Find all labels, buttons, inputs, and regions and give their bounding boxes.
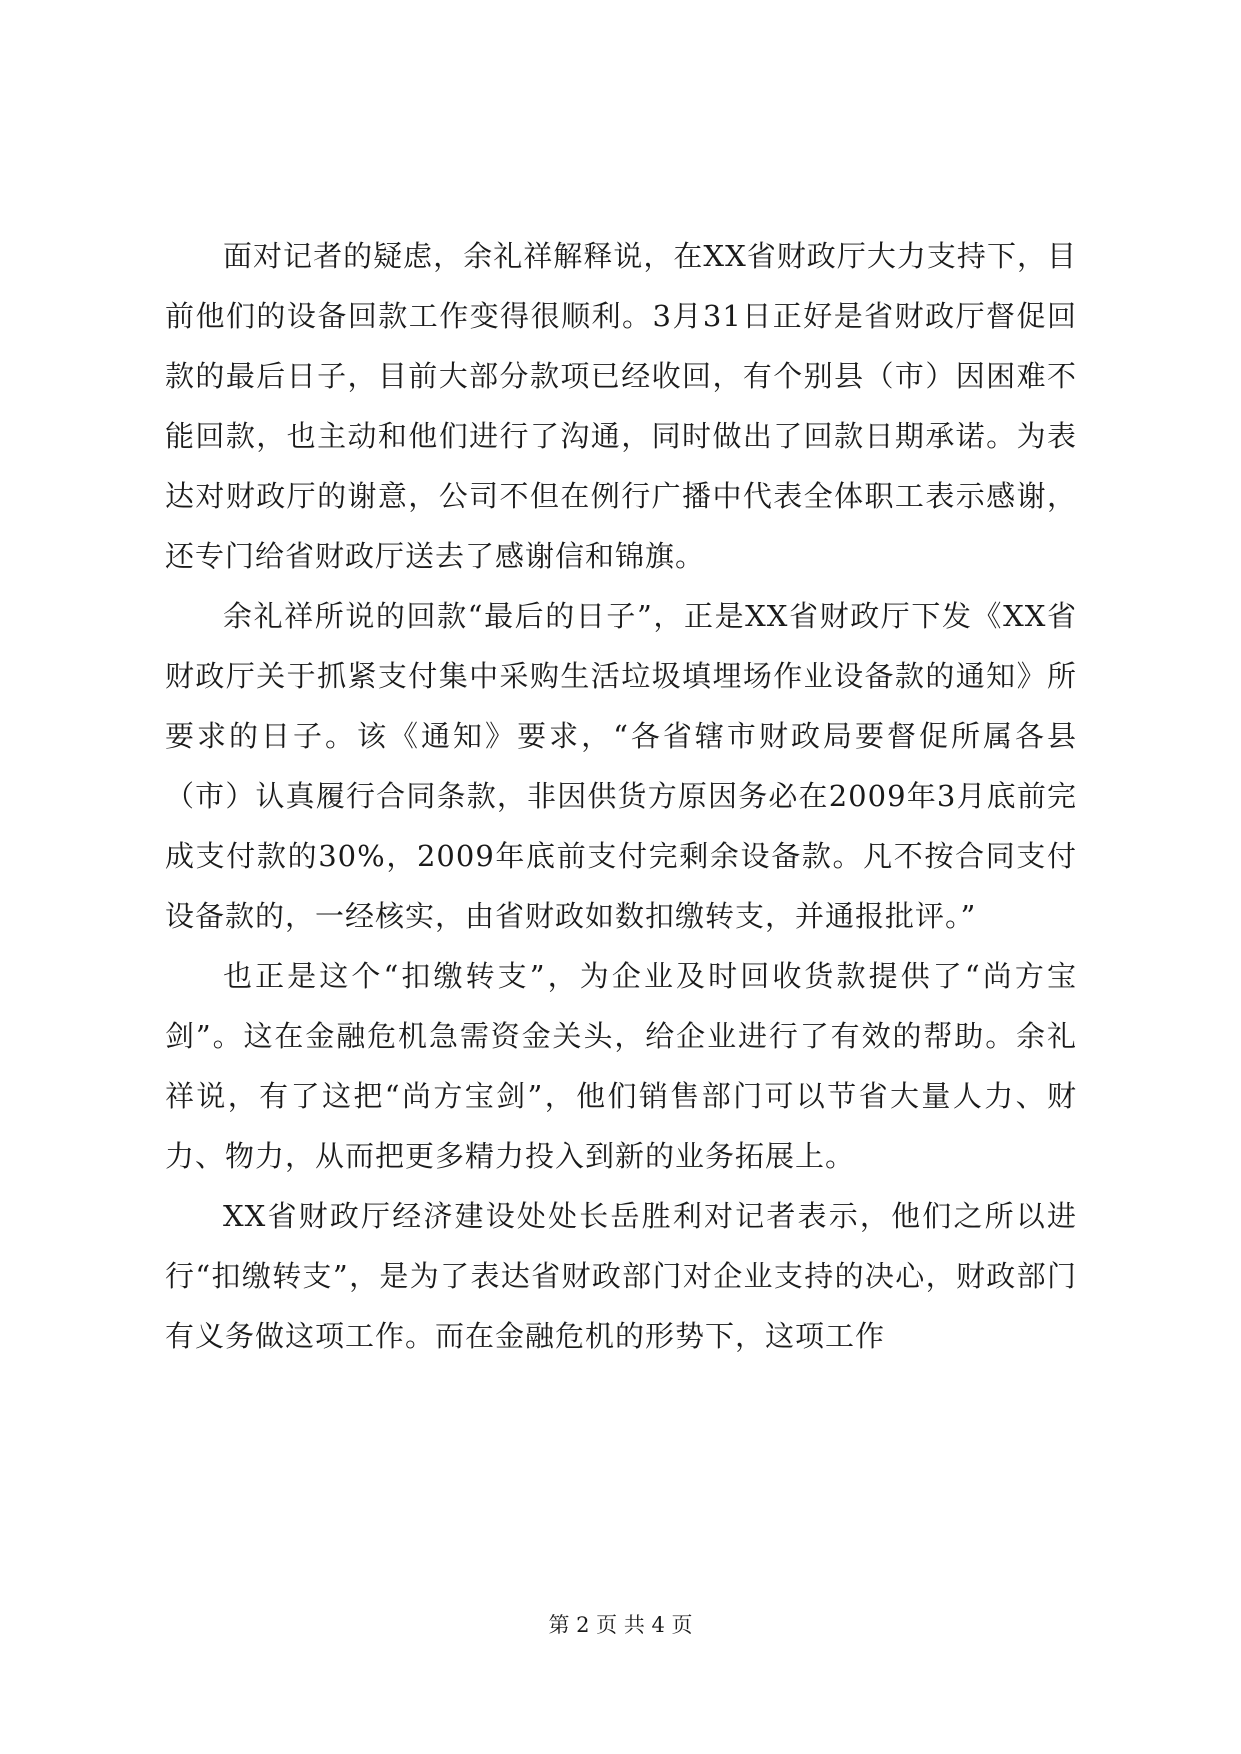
paragraph-4: XX省财政厅经济建设处处长岳胜利对记者表示，他们之所以进行“扣缴转支”，是为了表达省财政部门对企业支持的决心，财政部门有义务做这项工作。而在金融危机的形势下，这项工作 bbox=[165, 1199, 1077, 1353]
paragraph-2: 余礼祥所说的回款“最后的日子”，正是XX省财政厅下发《XX省财政厅关于抓紧支付集中采购生活垃圾填埋场作业设备款的通知》所要求的日子。该《通知》要求，“各省辖市财政局要督促所属各县（市）认真履行合同条款，非因供货方原因务必在2009年3月底前完成支付款的30%，2009年底前支付完剩余设备款。凡不按合同支付设备款的，一经核实，由省财政如数扣缴转支，并通报批评。” bbox=[165, 599, 1077, 933]
paragraph-3: 也正是这个“扣缴转支”，为企业及时回收货款提供了“尚方宝剑”。这在金融危机急需资金关头，给企业进行了有效的帮助。余礼祥说，有了这把“尚方宝剑”，他们销售部门可以节省大量人力、财力、物力，从而把更多精力投入到新的业务拓展上。 bbox=[165, 959, 1077, 1173]
paragraph-1: 面对记者的疑虑，余礼祥解释说，在XX省财政厅大力支持下，目前他们的设备回款工作变得很顺利。3月31日正好是省财政厅督促回款的最后日子，目前大部分款项已经收回，有个别县（市）因困难不能回款，也主动和他们进行了沟通，同时做出了回款日期承诺。为表达对财政厅的谢意，公司不但在例行广播中代表全体职工表示感谢，还专门给省财政厅送去了感谢信和锦旗。 bbox=[165, 239, 1077, 573]
page-number-label: 第 2 页 共 4 页 bbox=[548, 1613, 693, 1637]
document-body bbox=[165, 226, 1077, 1366]
page-footer bbox=[0, 1610, 1241, 1640]
